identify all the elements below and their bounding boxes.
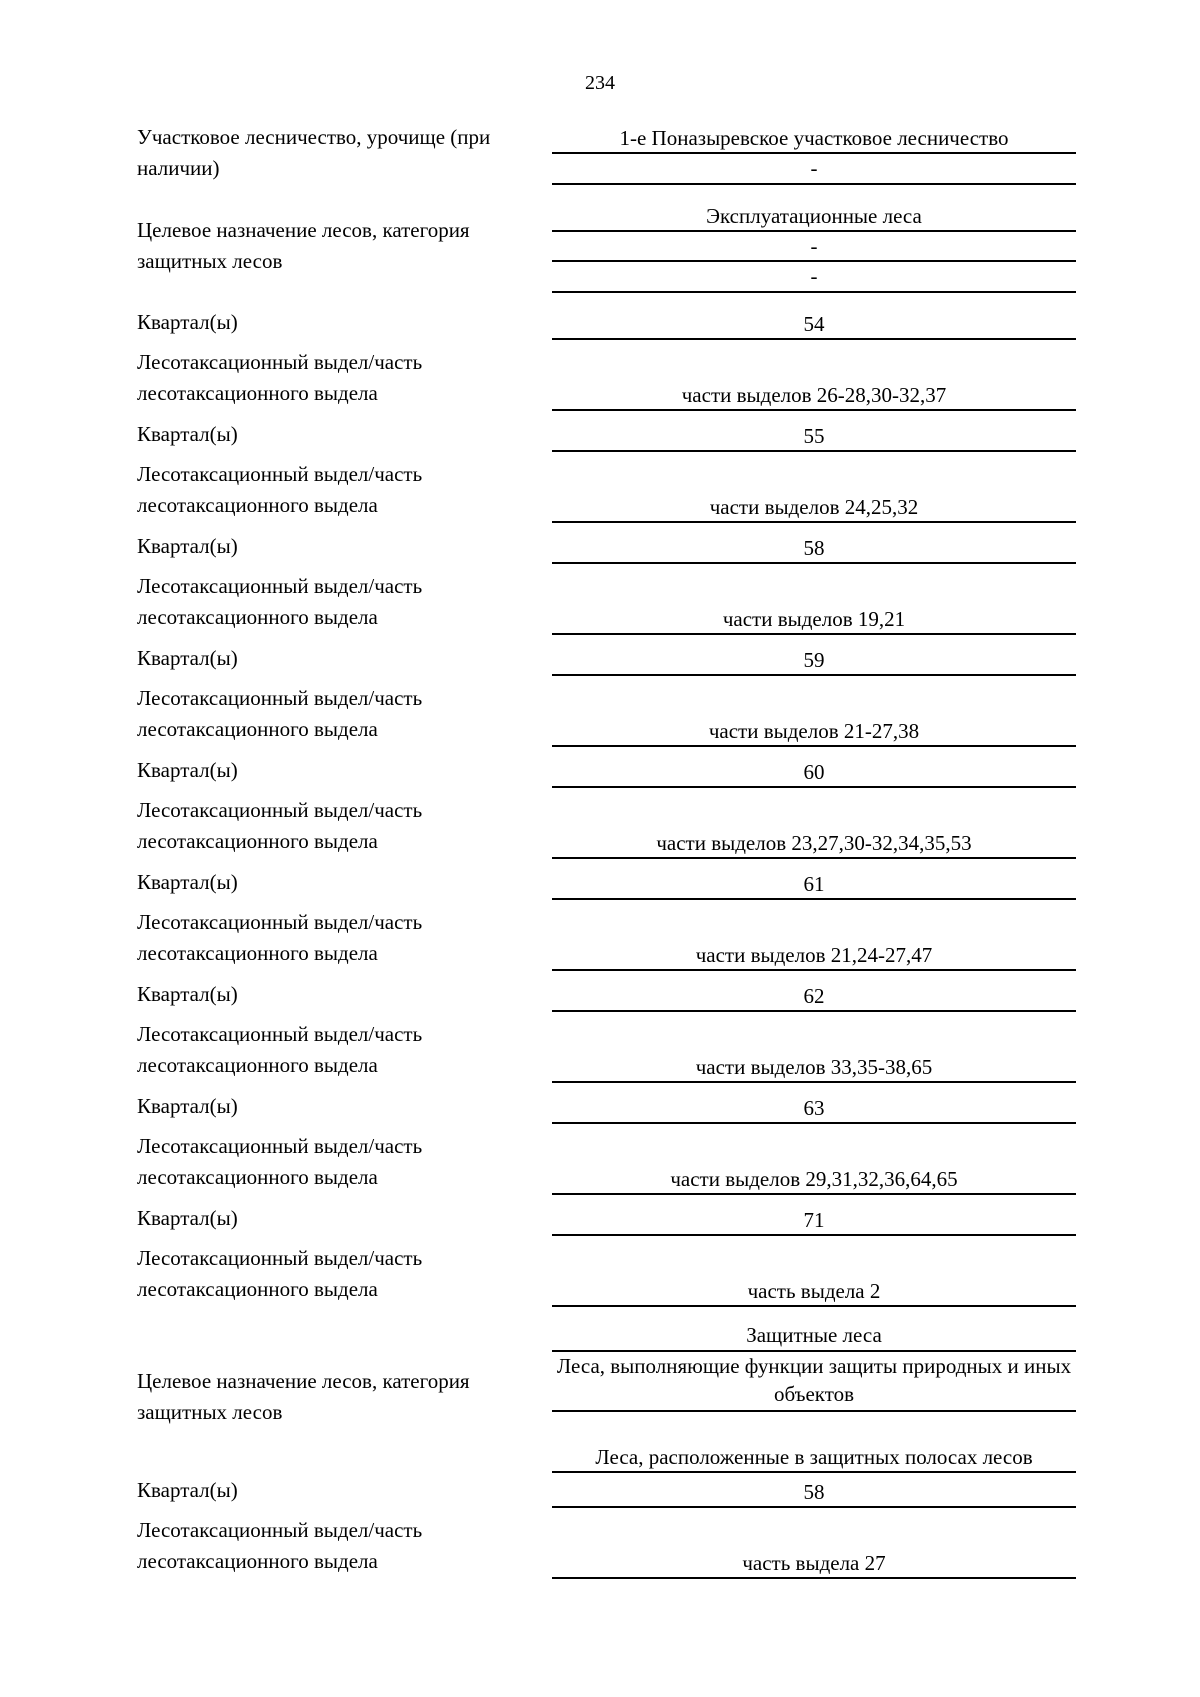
quarter-label: Квартал(ы) — [137, 534, 238, 558]
section-value: части выделов 26-28,30-32,37 — [681, 383, 947, 407]
quarter-value: 59 — [803, 648, 825, 672]
quarter-value: 58 — [803, 1480, 825, 1504]
section-label: Лесотаксационный выдел/часть лесотаксационного выдела — [137, 462, 423, 517]
section-label: Лесотаксационный выдел/часть лесотаксационного выдела — [137, 1246, 423, 1301]
section-underline — [552, 857, 1076, 859]
page-number: 234 — [585, 72, 615, 94]
section-value: часть выдела 27 — [742, 1551, 886, 1575]
section-underline — [552, 1193, 1076, 1195]
section-label: Лесотаксационный выдел/часть лесотаксационного выдела — [137, 686, 423, 741]
tract-underline — [552, 183, 1076, 185]
section-underline — [552, 521, 1076, 523]
quarter-underline — [552, 1234, 1076, 1236]
quarter-value: 60 — [803, 760, 825, 784]
section-label: Лесотаксационный выдел/часть лесотаксационного выдела — [137, 1134, 423, 1189]
section-label: Лесотаксационный выдел/часть лесотаксационного выдела — [137, 574, 423, 629]
purpose-label-1: Целевое назначение лесов, категория защитных лесов — [137, 218, 470, 273]
purpose-sub-underline-2 — [552, 291, 1076, 293]
quarter-label: Квартал(ы) — [137, 758, 238, 782]
quarter-value: 71 — [803, 1208, 825, 1232]
quarter-value: 61 — [803, 872, 825, 896]
purpose-subcategory-2: Леса, расположенные в защитных полосах лесов — [595, 1445, 1033, 1469]
quarter-label: Квартал(ы) — [137, 310, 238, 334]
purpose-value-2: Защитные леса — [746, 1323, 882, 1347]
quarter-underline — [552, 674, 1076, 676]
quarter-underline — [552, 450, 1076, 452]
quarter-underline — [552, 1010, 1076, 1012]
section-label: Лесотаксационный выдел/часть лесотаксационного выдела — [137, 350, 423, 405]
section-label: Лесотаксационный выдел/часть лесотаксационного выдела — [137, 1022, 423, 1077]
section-value: части выделов 21-27,38 — [708, 719, 920, 743]
section-underline — [552, 1081, 1076, 1083]
quarter-underline — [552, 1122, 1076, 1124]
quarter-label: Квартал(ы) — [137, 422, 238, 446]
forestry-label: Участковое лесничество, урочище (при наличии) — [137, 125, 491, 180]
section-value: части выделов 23,27,30-32,34,35,53 — [656, 831, 972, 855]
quarter-label: Квартал(ы) — [137, 982, 238, 1006]
purpose-sub-2: - — [810, 264, 818, 288]
purpose-value-1: Эксплуатационные леса — [706, 204, 922, 228]
section-underline — [552, 409, 1076, 411]
quarter-value: 55 — [803, 424, 825, 448]
tract-value: - — [810, 156, 818, 180]
quarter-label: Квартал(ы) — [137, 870, 238, 894]
section-label: Лесотаксационный выдел/часть лесотаксационного выдела — [137, 910, 423, 965]
section-underline — [552, 633, 1076, 635]
quarter-underline — [552, 338, 1076, 340]
quarter-underline — [552, 562, 1076, 564]
section-underline — [552, 745, 1076, 747]
purpose-sub-1: - — [810, 234, 818, 258]
purpose-category-underline-2 — [552, 1410, 1076, 1412]
section-value: части выделов 33,35-38,65 — [695, 1055, 933, 1079]
quarter-label: Квартал(ы) — [137, 1094, 238, 1118]
quarter-underline — [552, 898, 1076, 900]
quarter-value: 62 — [803, 984, 825, 1008]
purpose-subcategory-underline-2 — [552, 1471, 1076, 1473]
quarter-underline — [552, 1506, 1076, 1508]
quarter-label: Квартал(ы) — [137, 1478, 238, 1502]
quarter-value: 54 — [803, 312, 825, 336]
section-value: части выделов 24,25,32 — [709, 495, 919, 519]
quarter-value: 63 — [803, 1096, 825, 1120]
forestry-value: 1-е Поназыревское участковое лесничество — [619, 126, 1009, 150]
quarter-value: 58 — [803, 536, 825, 560]
section-value: части выделов 19,21 — [722, 607, 906, 631]
quarter-label: Квартал(ы) — [137, 646, 238, 670]
purpose-category-2: Леса, выполняющие функции защиты природных и иных объектов — [556, 1354, 1072, 1406]
quarter-underline — [552, 786, 1076, 788]
section-value: часть выдела 2 — [747, 1279, 881, 1303]
section-value: части выделов 29,31,32,36,64,65 — [670, 1167, 958, 1191]
section-underline — [552, 1577, 1076, 1579]
section-underline — [552, 969, 1076, 971]
section-label: Лесотаксационный выдел/часть лесотаксационного выдела — [137, 798, 423, 853]
purpose-label-2: Целевое назначение лесов, категория защитных лесов — [137, 1369, 470, 1424]
section-value: части выделов 21,24-27,47 — [695, 943, 933, 967]
quarter-label: Квартал(ы) — [137, 1206, 238, 1230]
section-label: Лесотаксационный выдел/часть лесотаксационного выдела — [137, 1518, 423, 1573]
section-underline — [552, 1305, 1076, 1307]
